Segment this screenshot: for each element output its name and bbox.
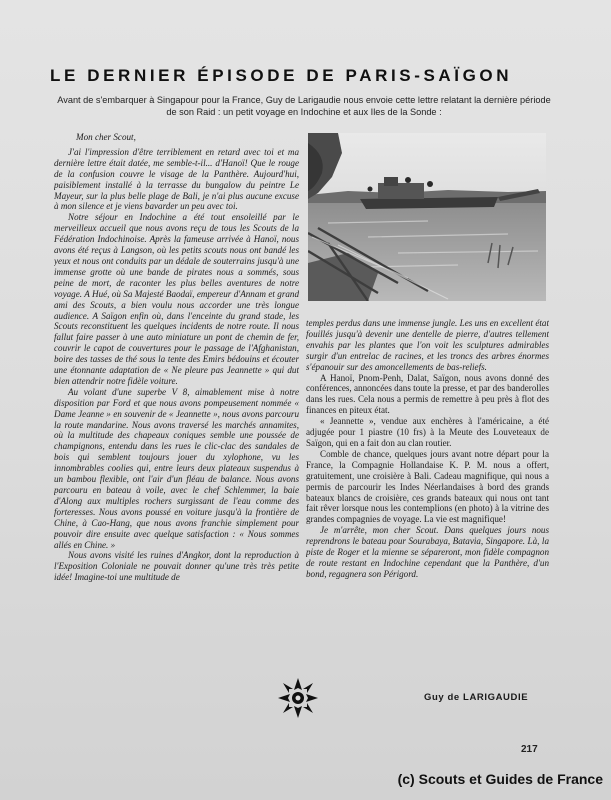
scout-fleur-ornament-icon bbox=[276, 676, 320, 720]
letter-paragraph: Comble de chance, quelques jours avant notre départ pour la France, la Compagnie Hollandaise K. P. M. nous a offert, gratuitement, une croisière à Bali. Cadeau magnifique, qui nous a permis de parcourir les Indes Néerlandaises à bord des grands bateaux blancs de croisière, ces grands bateaux qui nous ont tant fait rêver lorsque nous les contemplions (en photo) à la vitrine des grandes compagnies de voyage. La vie est magnifique! bbox=[306, 448, 549, 525]
letter-paragraph: Au volant d'une superbe V 8, aimablement mise à notre disposition par Ford et que nous avons pompeusement nommée « Dame Jeanne » en souvenir de « Jeannette », nous avons parcouru la route mandarine. Nous avons traversé les marchés annamites, où la multitude des chapeaux coniques semble une poussée de champignons, entendu dans les rues le clic-clac des sandales de bois qui semblent toujours jouer du xylophone, vu les innombrables coolies qui, entre leurs deux plateaux suspendus à un bambou flexible, ont l'air d'un fléau de balance. Nous avons parcouru en bateau à voile, avec le chef Schlemmer, la baie d'Along aux multiples rochers surgissant de l'eau comme des forteresses. Nous avons poussé en voiture jusqu'à la frontière de Chine, à Cao-Hang, que nous avons franchie simplement pour pouvoir dire ensuite avec quelque satisfaction : « Nous sommes allés en Chine. » bbox=[54, 386, 299, 550]
article-intro: Avant de s'embarquer à Singapour pour la France, Guy de Larigaudie nous envoie cette lettre relatant la dernière période de son Raid : un petit voyage en Indochine et aux Iles de la Sonde : bbox=[57, 95, 551, 117]
river-ferry-photo bbox=[308, 133, 546, 301]
letter-column-right bbox=[306, 318, 549, 638]
letter-paragraph: Je m'arrête, mon cher Scout. Dans quelques jours nous reprendrons le bateau pour Sourabaya, Batavia, Singapore. Là, la piste de Roger et la mienne se sépareront, mon fidèle compagnon de route restant en Indochine cependant que la Panthère, d'un bond, regagnera son Périgord. bbox=[306, 525, 549, 579]
copyright-notice: (c) Scouts et Guides de France bbox=[397, 771, 603, 787]
letter-paragraph: temples perdus dans une immense jungle. Les uns en excellent état fouillés jusqu'à devenir une dentelle de pierre, d'autres tellement envahis par les plantes que l'on voit les sculptures admirables surgir d'un entrelac de racines, et les troncs des arbres énormes s'épanouir sur des amoncellements de bas-reliefs. bbox=[306, 318, 549, 372]
page-number: 217 bbox=[521, 744, 538, 755]
letter-paragraph: A Hanoï, Pnom-Penh, Dalat, Saïgon, nous avons donné des conférences, annoncées dans toute la presse, et par des banderolles dans les rues. Cela nous a permis de remettre à peu près à flot des finances en piteux état. bbox=[306, 372, 549, 416]
letter-paragraph: « Jeannette », vendue aux enchères à l'américaine, a été adjugée pour 1 piastre (10 frs) à la Meute des Louveteaux de Saïgon, qui en a fait don au clan routier. bbox=[306, 416, 549, 448]
letter-paragraph: J'ai l'impression d'être terriblement en retard avec toi et ma dernière lettre était datée, me semble-t-il... d'Hanoï! Que le rouge de la confusion couvre le visage de la Panthère. Aujourd'hui, paisiblement installé à la terrasse du bungalow du peintre Le Mayeur, sur la plus belle plage de Bali, je n'ai plus aucune excuse à mon silence et je viens bavarder un peu avec toi. bbox=[54, 146, 299, 212]
letter-paragraph: Nous avons visité les ruines d'Angkor, dont la reproduction à l'Exposition Coloniale ne pouvait donner qu'une très très petite idée! Imagine-toi une multitude de bbox=[54, 550, 299, 583]
letter-salutation: Mon cher Scout, bbox=[76, 132, 136, 142]
letter-column-left bbox=[54, 132, 299, 647]
letter-paragraph: Notre séjour en Indochine a été tout ensoleillé par le merveilleux accueil que nous avons reçu de tous les Scouts de la Fédération Indochinoise. Après la fameuse arrivée à Hanoï, nous avons été reçus à Langson, où les petits scouts nous ont bandé les yeux et nous ont conduits par un dédale de souterrains jusqu'à une immense grotte où une bande de pirates nous a sommés, sous peine de mort, de raconter les plus belles aventures de notre voyage. A Hué, où Sa Majesté Baodaï, empereur d'Annam et grand ami des Scouts, a bien voulu nous accorder une très longue audience. A Saïgon enfin où, dans l'enceinte du grand stade, les Scouts reconstituent les quelques incidents de notre route. Il nous fallut faire passer à une auto miniature un pont de chemin de fer, couvrir le capot de couvertures pour le passage de l'Afghanistan, boire des tasses de thé sous la tente des Emirs bédouins et écouter une étonnante adaptation de « Ne pleure pas Jeannette » qui dut bien attendrir notre fidèle voiture. bbox=[54, 212, 299, 386]
article-title: LE DERNIER ÉPISODE DE PARIS-SAÏGON bbox=[50, 66, 513, 85]
letter-signature: Guy de LARIGAUDIE bbox=[424, 692, 529, 703]
